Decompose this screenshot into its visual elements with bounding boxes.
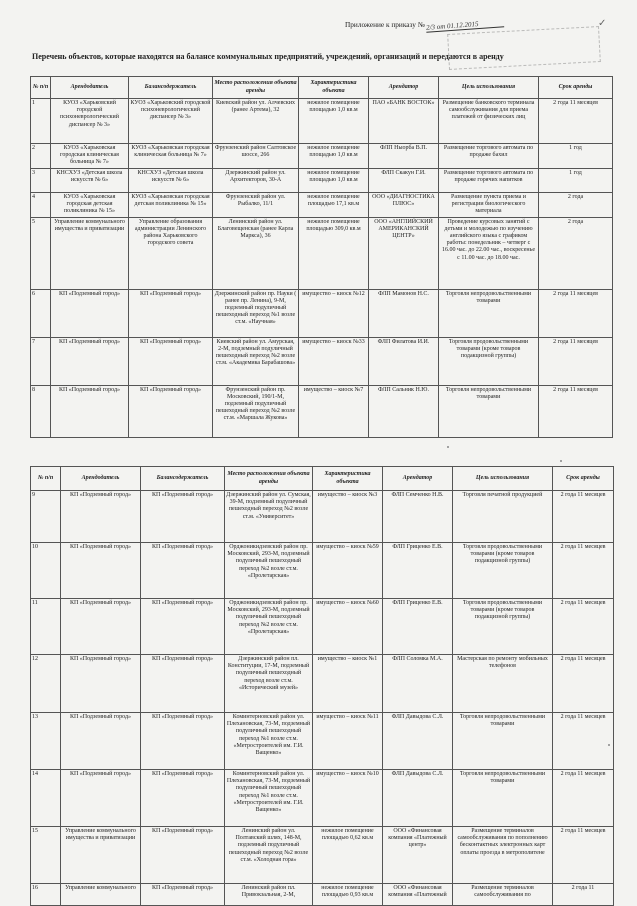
purpose-cell: Торговля непродовольственными товарами [453, 713, 553, 770]
lease-table-page1 [30, 76, 613, 438]
term-cell: 2 года 11 месяцев [539, 289, 613, 337]
term-cell: 2 года 11 месяцев [539, 337, 613, 385]
object-cell: нежилое помещение площадью 0,62 кв.м [313, 827, 383, 884]
column-header: № п/п [31, 467, 61, 491]
table-row [31, 655, 614, 713]
table-row [31, 599, 614, 655]
purpose-cell: Размещение терминалов самообслуживания по [453, 884, 553, 906]
purpose-cell: Мастерская по ремонту мобильных телефонов [453, 655, 553, 713]
object-cell: имущество – киоск №59 [313, 543, 383, 599]
location-cell: Ленинский район ул. Полтавский шлях, 148-М, подземный подуличный пешеходный переход №2 возле ст.м. «Холодная гора» [225, 827, 313, 884]
location-cell: Орджоникидзевский район пр. Московский, 293-М, подземный подуличный пешеходный переход №2 возле ст.м. «Пролетарская» [225, 543, 313, 599]
term-cell: 2 года 11 месяцев [553, 713, 614, 770]
term-cell: 2 года 11 [553, 884, 614, 906]
row-number: 5 [31, 217, 51, 289]
location-cell: Дзержинский район ул. Сумская, 39-М, подземный подуличный пешеходный переход №2 возле ст.м. «Университет» [225, 491, 313, 543]
table-header-row [31, 467, 614, 491]
location-cell: Орджоникидзевский район пр. Московский, 293-М, подземный подуличный пешеходный переход №2 возле ст.м. «Пролетарская» [225, 599, 313, 655]
location-cell: Киевский район ул. Амурская, 2-М, подземный подуличный пешеходный переход №2 возле ст.м. «Академика Барабашова» [213, 337, 299, 385]
location-cell: Дзержинский район пр. Науки ( ранее пр. Ленина), 9-М, подземный подуличный пешеходный переход №1 возле ст.м. «Научная» [213, 289, 299, 337]
purpose-cell: Размещение пункта приема и регистрации биологического материала [439, 192, 539, 217]
row-number: 13 [31, 713, 61, 770]
corner-checkmark: ✓ [598, 18, 607, 29]
location-cell: Ленинский район пл. Привокзальная, 2-М, [225, 884, 313, 906]
purpose-cell: Торговля печатной продукцией [453, 491, 553, 543]
tenant-cell: ФЛП Соломка М.А. [383, 655, 453, 713]
object-cell: имущество – киоск №33 [299, 337, 369, 385]
tenant-cell: ФЛП Сальник Н.Ю. [369, 385, 439, 437]
column-header: Срок аренды [539, 77, 613, 99]
purpose-cell: Торговля непродовольственными товарами [453, 770, 553, 827]
holder-cell: КП «Подземный город» [141, 543, 225, 599]
tenant-cell: ФЛП Скакун Г.И. [369, 168, 439, 192]
table-row [31, 385, 613, 437]
purpose-cell: Торговля непродовольственными товарами [439, 385, 539, 437]
row-number: 2 [31, 144, 51, 169]
holder-cell: КП «Подземный город» [141, 770, 225, 827]
row-number: 3 [31, 168, 51, 192]
location-cell: Дзержинский район пл. Конституции, 17-М, подземный подуличный пешеходный переход возле ст.м. «Исторический музей» [225, 655, 313, 713]
term-cell: 2 года 11 месяцев [553, 770, 614, 827]
lessor-cell: КП «Подземный город» [61, 655, 141, 713]
appendix-prefix: Приложение к приказу № [345, 20, 425, 29]
row-number: 7 [31, 337, 51, 385]
column-header: Арендодатель [61, 467, 141, 491]
tenant-cell: ФЛП Семченко Н.В. [383, 491, 453, 543]
column-header: Срок аренды [553, 467, 614, 491]
holder-cell: КП «Подземный город» [129, 337, 213, 385]
lessor-cell: КП «Подземный город» [61, 599, 141, 655]
table-row [31, 884, 614, 906]
row-number: 4 [31, 192, 51, 217]
holder-cell: КУОЗ «Харьковская городская детская поликлиника № 15» [129, 192, 213, 217]
row-number: 8 [31, 385, 51, 437]
holder-cell: КП «Подземный город» [141, 713, 225, 770]
term-cell: 2 года 11 месяцев [539, 99, 613, 144]
location-cell: Киевский район ул. Алчевских (ранее Артема), 32 [213, 99, 299, 144]
table-row [31, 192, 613, 217]
term-cell: 1 год [539, 144, 613, 169]
lessor-cell: КНСХУЗ «Детская школа искусств № 6» [51, 168, 129, 192]
holder-cell: КУОЗ «Харьковский городской психоневрологический диспансер № 3» [129, 99, 213, 144]
tenant-cell: ФЛП Мамонов Н.С. [369, 289, 439, 337]
term-cell: 2 года 11 месяцев [553, 655, 614, 713]
column-header: Место расположения объекта аренды [225, 467, 313, 491]
tenant-cell: ООО «Финансовая компания «Платежный центр» [383, 827, 453, 884]
table-row [31, 491, 614, 543]
lessor-cell: КП «Подземный город» [51, 289, 129, 337]
object-cell: нежилое помещение площадью 309,0 кв.м [299, 217, 369, 289]
row-number: 16 [31, 884, 61, 906]
lessor-cell: Управление коммунального имущества и приватизации [51, 217, 129, 289]
row-number: 12 [31, 655, 61, 713]
location-cell: Фрунзенский район пр. Московский, 190/1-М, подземный подуличный пешеходный переход №2 возле ст.м. «Маршала Жукова» [213, 385, 299, 437]
tenant-cell: ООО «АНГЛИЙСКИЙ АМЕРИКАНСКИЙ ЦЕНТР» [369, 217, 439, 289]
column-header: № п/п [31, 77, 51, 99]
term-cell: 2 года 11 месяцев [553, 543, 614, 599]
term-cell: 2 года 11 месяцев [539, 385, 613, 437]
tenant-cell: ФЛП Давыдова С.Л. [383, 713, 453, 770]
lessor-cell: КУОЗ «Харьковская городская детская поликлиника № 15» [51, 192, 129, 217]
location-cell: Фрунзенский район Салтовское шоссе, 266 [213, 144, 299, 169]
appendix-reference [345, 20, 504, 30]
lessor-cell: КП «Подземный город» [51, 337, 129, 385]
holder-cell: КП «Подземный город» [141, 884, 225, 906]
object-cell: имущество – киоск №11 [313, 713, 383, 770]
column-header: Характеристика объекта [299, 77, 369, 99]
lessor-cell: КП «Подземный город» [61, 713, 141, 770]
term-cell: 2 года 11 месяцев [553, 599, 614, 655]
lessor-cell: КП «Подземный город» [61, 543, 141, 599]
table-row [31, 337, 613, 385]
table-row [31, 289, 613, 337]
lessor-cell: КП «Подземный город» [61, 491, 141, 543]
tenant-cell: ФЛП Гриценко Е.В. [383, 599, 453, 655]
tenant-cell: ПАО «БАНК ВОСТОК» [369, 99, 439, 144]
lessor-cell: КУОЗ «Харьковская городская клиническая больница № 7» [51, 144, 129, 169]
purpose-cell: Торговля непродовольственными товарами [439, 289, 539, 337]
location-cell: Дзержинский район ул. Архитекторов, 30-А [213, 168, 299, 192]
location-cell: Коминтерновский район ул. Плехановская, 73-М, подземный подуличный пешеходный переход №1 возле ст.м. «Метростроителей им. Г.И. Ващенко» [225, 770, 313, 827]
holder-cell: КП «Подземный город» [141, 655, 225, 713]
object-cell: имущество – киоск №60 [313, 599, 383, 655]
holder-cell: КП «Подземный город» [129, 289, 213, 337]
object-cell: нежилое помещение площадью 1,0 кв.м [299, 99, 369, 144]
location-cell: Фрунзенский район ул. Рыбалко, 11/1 [213, 192, 299, 217]
tenant-cell: ФЛП Давыдова С.Л. [383, 770, 453, 827]
lease-table-page2 [30, 466, 614, 906]
document-title: Перечень объектов, которые находятся на балансе коммунальных предприятий, учреждений, организаций и передаются в аренду [32, 52, 504, 61]
term-cell: 2 года 11 месяцев [553, 827, 614, 884]
term-cell: 1 год [539, 168, 613, 192]
object-cell: имущество – киоск №10 [313, 770, 383, 827]
column-header: Арендодатель [51, 77, 129, 99]
purpose-cell: Размещение банковского терминала самообслуживания для приема платежей от физических лиц [439, 99, 539, 144]
holder-cell: КНСХУЗ «Детская школа искусств № 6» [129, 168, 213, 192]
table-row [31, 217, 613, 289]
purpose-cell: Размещение торгового автомата по продаже горячих напитков [439, 168, 539, 192]
tenant-cell: ФЛП Ныорба В.П. [369, 144, 439, 169]
purpose-cell: Проведение курсовых занятий с детьми и молодежью по изучению английского языка с графиком работы: понедельник – четверг с 16.00 час. до 22.00 час., воскресенье с 11.00 час. до 18.00 час. [439, 217, 539, 289]
tenant-cell: ООО «ДИАГНОСТИКА ПЛЮС» [369, 192, 439, 217]
object-cell: имущество – киоск №7 [299, 385, 369, 437]
table-row [31, 99, 613, 144]
purpose-cell: Торговля продовольственными товарами (кроме товаров подакцизной группы) [453, 599, 553, 655]
table-row [31, 168, 613, 192]
scan-speck [447, 446, 449, 448]
tenant-cell: ФЛП Гриценко Е.В. [383, 543, 453, 599]
row-number: 15 [31, 827, 61, 884]
row-number: 6 [31, 289, 51, 337]
location-cell: Ленинский район ул. Благовещенская (ранее Карла Маркса), 36 [213, 217, 299, 289]
lessor-cell: Управление коммунального имущества и приватизации [61, 827, 141, 884]
scan-speck [608, 744, 610, 746]
column-header: Арендатор [383, 467, 453, 491]
purpose-cell: Торговля продовольственными товарами (кроме товаров подакцизной группы) [453, 543, 553, 599]
table-row [31, 770, 614, 827]
column-header: Место расположения объекта аренды [213, 77, 299, 99]
purpose-cell: Размещение торгового автомата по продаже бахил [439, 144, 539, 169]
holder-cell: КП «Подземный город» [141, 827, 225, 884]
lessor-cell: Управление коммунального [61, 884, 141, 906]
table-row [31, 543, 614, 599]
object-cell: нежилое помещение площадью 1,0 кв.м [299, 168, 369, 192]
column-header: Балансодержатель [141, 467, 225, 491]
term-cell: 2 года [539, 192, 613, 217]
term-cell: 2 года 11 месяцев [553, 491, 614, 543]
lessor-cell: КП «Подземный город» [61, 770, 141, 827]
table-row [31, 713, 614, 770]
column-header: Цель использования [453, 467, 553, 491]
column-header: Характеристика объекта [313, 467, 383, 491]
object-cell: нежилое помещение площадью 17,1 кв.м [299, 192, 369, 217]
object-cell: нежилое помещение площадью 0,93 кв.м [313, 884, 383, 906]
row-number: 1 [31, 99, 51, 144]
table-row [31, 827, 614, 884]
purpose-cell: Торговля продовольственными товарами (кроме товаров подакцизной группы) [439, 337, 539, 385]
table-row [31, 144, 613, 169]
tenant-cell: ООО «Финансовая компания «Платежный [383, 884, 453, 906]
holder-cell: КП «Подземный город» [129, 385, 213, 437]
holder-cell: КП «Подземный город» [141, 599, 225, 655]
tenant-cell: ФЛП Филатова И.И. [369, 337, 439, 385]
lessor-cell: КУОЗ «Харьковский городской психоневрологический диспансер № 3» [51, 99, 129, 144]
object-cell: имущество – киоск №1 [313, 655, 383, 713]
row-number: 14 [31, 770, 61, 827]
row-number: 11 [31, 599, 61, 655]
row-number: 10 [31, 543, 61, 599]
column-header: Цель использования [439, 77, 539, 99]
row-number: 9 [31, 491, 61, 543]
table-header-row [31, 77, 613, 99]
appendix-handwritten-number: 2/3 от 01.12.2015 [426, 18, 504, 32]
lessor-cell: КП «Подземный город» [51, 385, 129, 437]
stamp-mark [447, 26, 601, 70]
holder-cell: КП «Подземный город» [141, 491, 225, 543]
holder-cell: Управление образования администрации Ленинского района Харьковского городского совета [129, 217, 213, 289]
term-cell: 2 года [539, 217, 613, 289]
location-cell: Коминтерновский район ул. Плехановская, 73-М, подземный подуличный пешеходный переход №1 возле ст.м. «Метростроителей им. Г.И. Ващенко» [225, 713, 313, 770]
object-cell: имущество – киоск №12 [299, 289, 369, 337]
scan-speck [560, 460, 562, 462]
holder-cell: КУОЗ «Харьковская городская клиническая больница № 7» [129, 144, 213, 169]
purpose-cell: Размещение терминалов самообслуживания по пополнению бесконтактных электронных карт оплаты проезда в метрополитене [453, 827, 553, 884]
object-cell: имущество – киоск №3 [313, 491, 383, 543]
column-header: Балансодержатель [129, 77, 213, 99]
column-header: Арендатор [369, 77, 439, 99]
object-cell: нежилое помещение площадью 1,0 кв.м [299, 144, 369, 169]
